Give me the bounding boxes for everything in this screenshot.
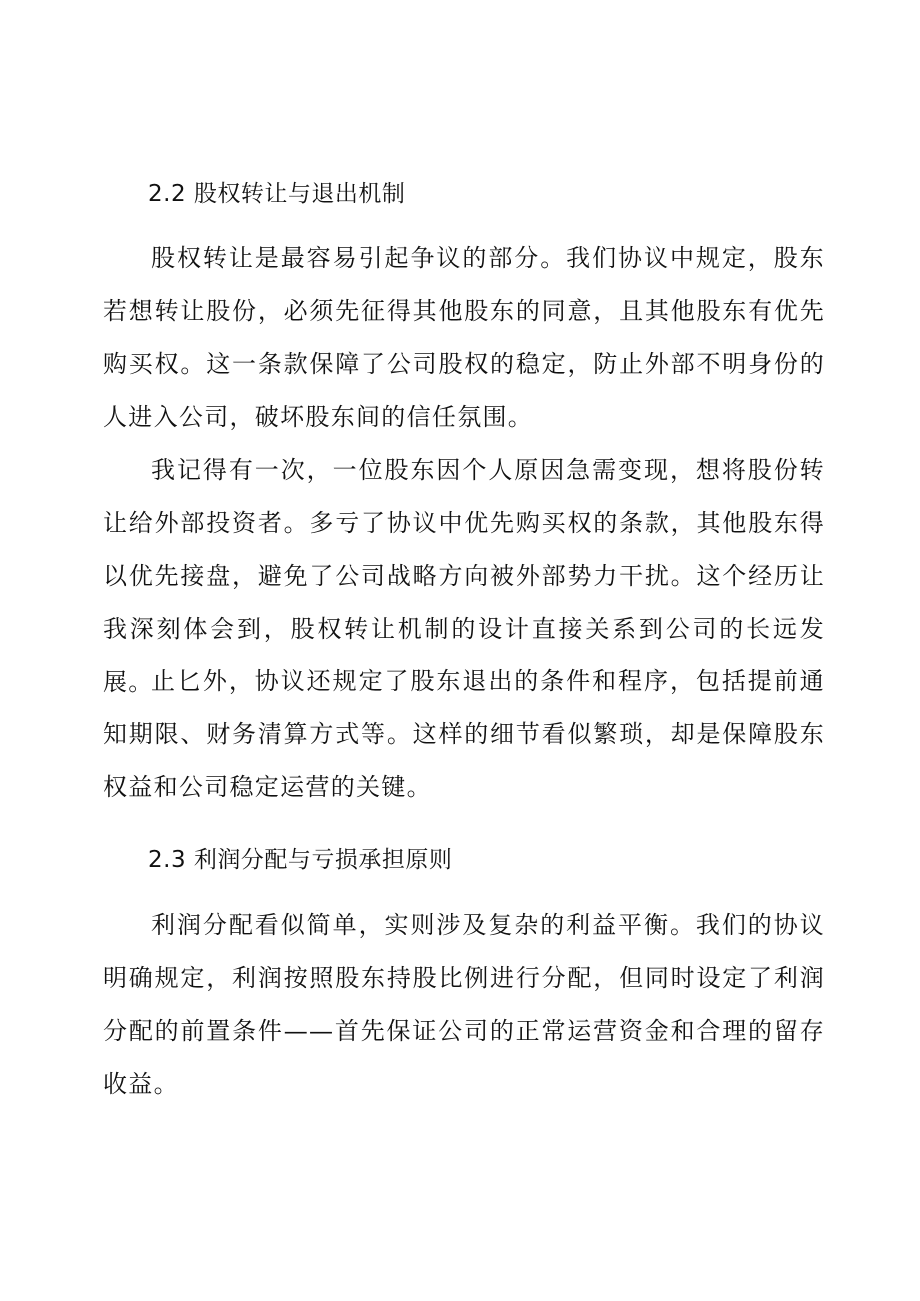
paragraph: 止匕外，协议还规定了股东退出的条件和程序，包括提前通知期限、财务清算方式等。这样的细节看似繁琐，却是保障股东权益和公司稳定运营的关键。 (103, 667, 825, 801)
paragraph: 股权转让是最容易引起争议的部分。我们协议中规定，股东若想转让股份，必须先征得其他股东的同意，且其他股东有优先购买权。这一条款保障了公司股权的稳定，防止外部不明身份的人进入公司，破坏股东间的信任氛围。 (103, 244, 825, 431)
section-heading-profit-distribution: 2.3 利润分配与亏损承担原则 (148, 847, 453, 873)
paragraph: 利润分配看似简单，实则涉及复杂的利益平衡。我们的协议明确规定，利润按照股东持股比例进行分配，但同时设定了利润分配的前置条件——首先保证公司的正常运营资金和合理的留存收益。 (103, 911, 825, 1098)
section-heading-equity-transfer: 2.2 股权转让与退出机制 (148, 181, 406, 207)
paragraph: 我记得有一次，一位股东因个人原因急需变现，想将股份转让给外部投资者。多亏了协议中优先购买权的条款，其他股东得以优先接盘，避免了公司战略方向被外部势力干扰。这个经历让我深刻体会到，股权转让机制的设计直接关系到公司的长远发展。 (103, 456, 825, 696)
